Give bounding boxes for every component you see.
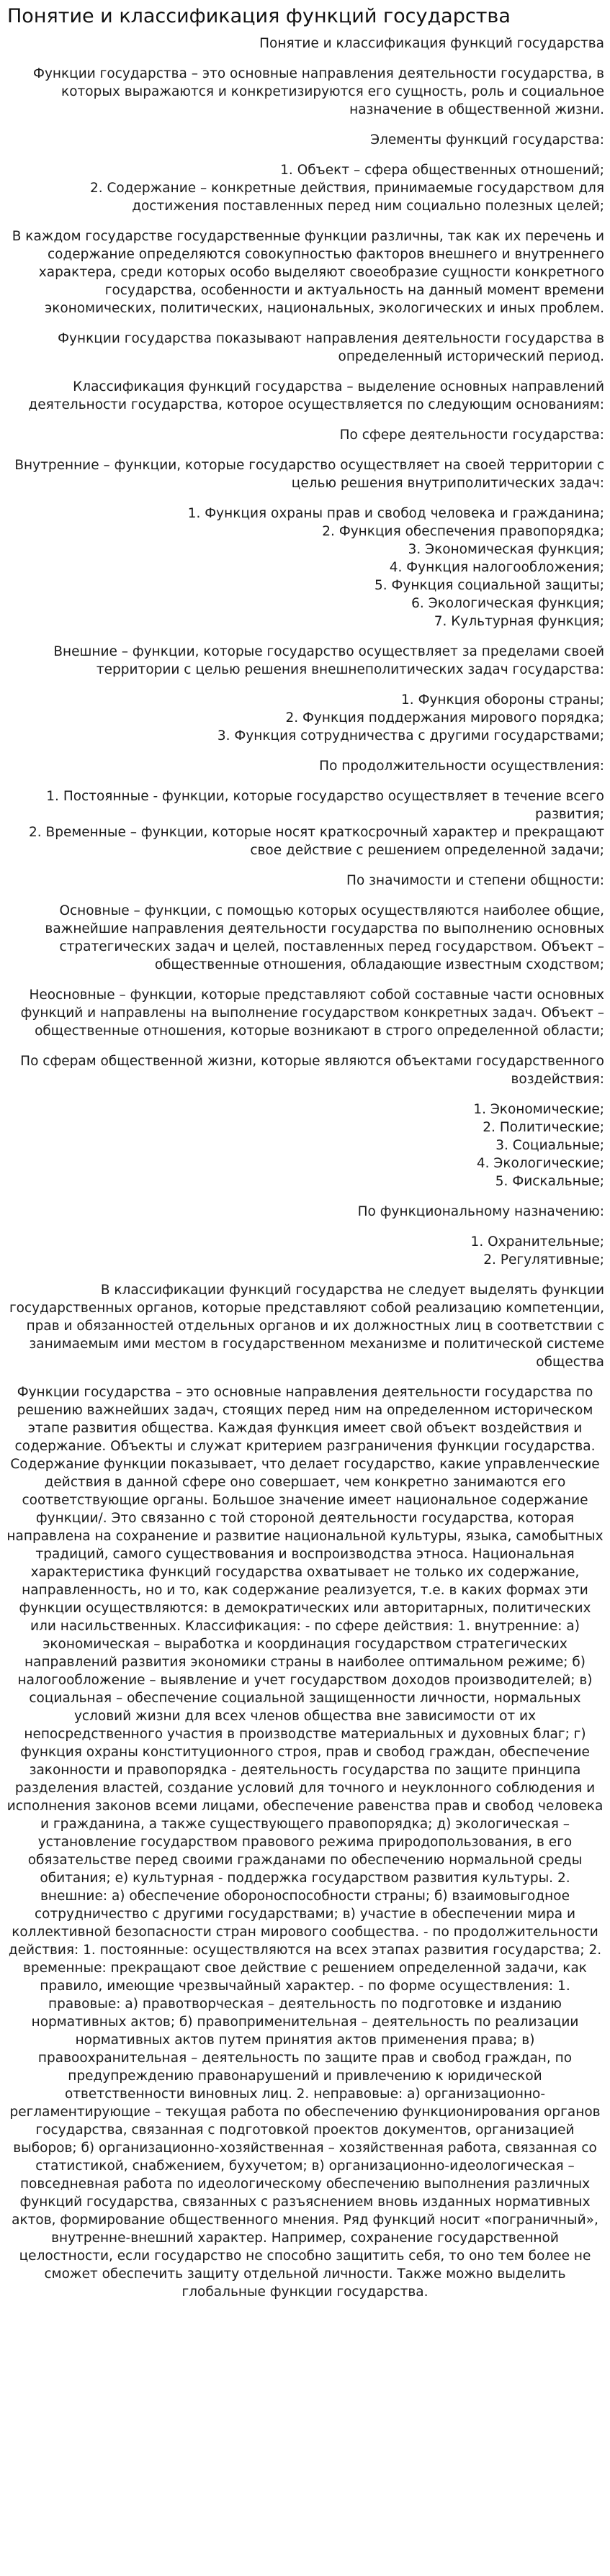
document-body (6, 35, 604, 2301)
list-item: 2. Временные – функции, которые носят краткосрочный характер и прекращают свое действие с решением определенной задачи; (29, 825, 604, 858)
long-text-paragraph: Функции государства – это основные направления деятельности государства по решению важнейших задач, стоящих перед ним на определенном историческом этапе развития общества. Каждая функция имеет свой объект воздействия и содержание. Объекты и служат критерием разграничения функции государства. Содержание функции показывает, что делает государство, какие управленческие действия в данной сфере оно совершает, чем конкретно занимаются его соответствующие органы. Большое значение имеет национальное содержание функции/. Это связанно с той стороной деятельности государства, которая направлена на сохранение и развитие национальной культуры, языка, самобытных традиций, самого существования и воспроизводства этноса. Национальная характеристика функций государства охватывает не только их содержание, направленность, но и то, как содержание реализуется, т.е. в каких формах эти функции осуществляются: в демократических или авторитарных, политических или насильственных. Классификация: - по сфере действия: 1. внутренние: а) экономическая – выработка и координация государством стратегических направлений развития экономики страны в наиболее оптимальном режиме; б) налогообложение – выявление и учет государством доходов производителей; в) социальная – обеспечение социальной защищенности личности, нормальных условий жизни для всех членов общества вне зависимости от их непосредственного участия в производстве материальных и духовных благ; г) функция охраны конституционного строя, прав и свобод граждан, обеспечение законности и правопорядка - деятельность государства по защите принципа разделения властей, создание условий для точного и неуклонного соблюдения и исполнения законов всеми лицами, обеспечение равенства прав и свобод человека и гражданина, а также существующего правопорядка; д) экологическая – установление государством правового режима природопользования, в его обязательстве перед своими гражданами по обеспечению нормальной среды обитания; е) культурная - поддержка государством развития культуры. 2. внешние: а) обеспечение обороноспособности страны; б) взаимовыгодное сотрудничество с другими государствами; в) участие в обеспечении мира и коллективной безопасности стран мирового сообщества. - по продолжительности действия: 1. постоянные: осуществляются на всех этапах развития государства; 2. временные: прекращают свое действие с решением определенной задачи, как правило, имеющие чрезвычайный характер. - по форме осуществления: 1. правовые: а) правотворческая – деятельность по подготовке и изданию нормативных актов; б) правоприменительная – деятельность по реализации нормативных актов путем принятия актов применения права; в) правоохранительная – деятельность по защите прав и свобод граждан, по предупреждению правонарушений и привлечению к юридической ответственности виновных лиц. 2. неправовые: а) организационно-регламентирующие – текущая работа по обеспечению функционирования органов государства, связанная с подготовкой проектов документов, организацией выборов; б) организационно-хозяйственная – хозяйственная работа, связанная со статистикой, снабжением, бухучетом; в) организационно-идеологическая – повседневная работа по идеологическому обеспечению выполнения различных функций государства, связанных с разъяснением вновь изданных нормативных актов, формирование общественного мнения. Ряд функций носит «пограничный», внутренне-внешний характер. Например, сохранение государственной целостности, если государство не способно защитить себя, то оно тем более не сможет обеспечить защиту отдельной личности. Также можно выделить глобальные функции государства. (6, 1385, 604, 2300)
main-functions-paragraph: Основные – функции, с помощью которых осуществляются наиболее общие, важнейшие направления деятельности государства по выполнению основных стратегических задач и целей, поставленных перед государством. Объект – общественные отношения, обладающие известным сходством; (45, 903, 604, 972)
by-spheres-heading: По сферам общественной жизни, которые являются объектами государственного воздействия: (20, 1054, 604, 1087)
list-item: 5. Функция социальной защиты; (374, 578, 604, 593)
list-item: 2. Регулятивные; (483, 1252, 604, 1267)
each-state-paragraph: В каждом государстве государственные функции различны, так как их перечень и содержание определяются совокупностью факторов внешнего и внутреннего характера, среди которых особо выделяют своеобразие сущности конкретного государства, особенности и актуальность на данный момент времени экономических, политических, национальных, экологических и иных проблем. (12, 229, 604, 316)
list-item: 2. Политические; (483, 1120, 604, 1135)
nonmain-functions-paragraph: Неосновные – функции, которые представляют собой составные части основных функций и направлены на выполнение государством конкретных задач. Объект – общественные отношения, которые возникают в строго определенной области; (20, 988, 604, 1039)
list-item: 7. Культурная функция; (434, 614, 604, 629)
note-paragraph: В классификации функций государства не следует выделять функции государственных органов, которые представляют собой реализацию компетенции, прав и обязанностей отдельных органов и их должностных лиц в соответствии с занимаемым ими местом в государственном механизме и политической системе общества (9, 1283, 604, 1370)
duration-list (6, 787, 604, 859)
list-item: 1. Функция обороны страны; (401, 692, 604, 708)
by-sphere-heading: По сфере деятельности государства: (339, 428, 604, 443)
spheres-list (6, 1101, 604, 1190)
list-item: 1. Экономические; (473, 1102, 604, 1117)
external-intro: Внешние – функции, которые государство осуществляет за пределами своей территории с целью решения внешнеполитических задач государства: (53, 644, 604, 677)
list-item: 3. Социальные; (495, 1138, 604, 1153)
list-item: 3. Функция сотрудничества с другими государствами; (217, 728, 604, 744)
list-item: 1. Объект – сфера общественных отношений; (280, 163, 604, 178)
doc-heading: Понятие и классификация функций государства (259, 36, 604, 51)
elements-heading: Элементы функций государства: (370, 132, 604, 148)
list-item: 2. Функция обеспечения правопорядка; (322, 524, 604, 539)
by-duration-heading: По продолжительности осуществления: (319, 759, 604, 774)
classification-intro: Классификация функций государства – выделение основных направлений деятельности государства, которое осуществляется по следующим основаниям: (28, 379, 604, 412)
list-item: 1. Функция охраны прав и свобод человека и гражданина; (187, 506, 604, 521)
list-item: 6. Экологическая функция; (411, 596, 604, 611)
external-functions-list (6, 691, 604, 745)
elements-list (6, 161, 604, 215)
page-title: Понятие и классификация функций государства (7, 5, 511, 27)
list-item: 2. Функция поддержания мирового порядка; (285, 710, 604, 726)
list-item: 1. Охранительные; (470, 1234, 604, 1249)
by-importance-heading: По значимости и степени общности: (346, 873, 604, 888)
purpose-list (6, 1233, 604, 1269)
list-item: 4. Функция налогообложения; (389, 560, 604, 575)
list-item: 3. Экономическая функция; (408, 542, 604, 557)
internal-intro: Внутренние – функции, которые государство осуществляет на своей территории с целью решения внутриполитических задач: (14, 458, 604, 491)
list-item: 5. Фискальные; (495, 1174, 604, 1189)
list-item: 4. Экологические; (476, 1156, 604, 1171)
internal-functions-list (6, 505, 604, 631)
by-purpose-heading: По функциональному назначению: (357, 1204, 604, 1219)
definition-paragraph: Функции государства – это основные направления деятельности государства, в которых выражаются и конкретизируются его сущность, роль и социальное назначение в общественной жизни. (33, 66, 604, 117)
direction-paragraph: Функции государства показывают направления деятельности государства в определенный исторический период. (58, 331, 604, 364)
list-item: 2. Содержание – конкретные действия, принимаемые государством для достижения поставленных перед ним социально полезных целей; (89, 181, 604, 214)
list-item: 1. Постоянные - функции, которые государство осуществляет в течение всего развития; (46, 789, 604, 822)
